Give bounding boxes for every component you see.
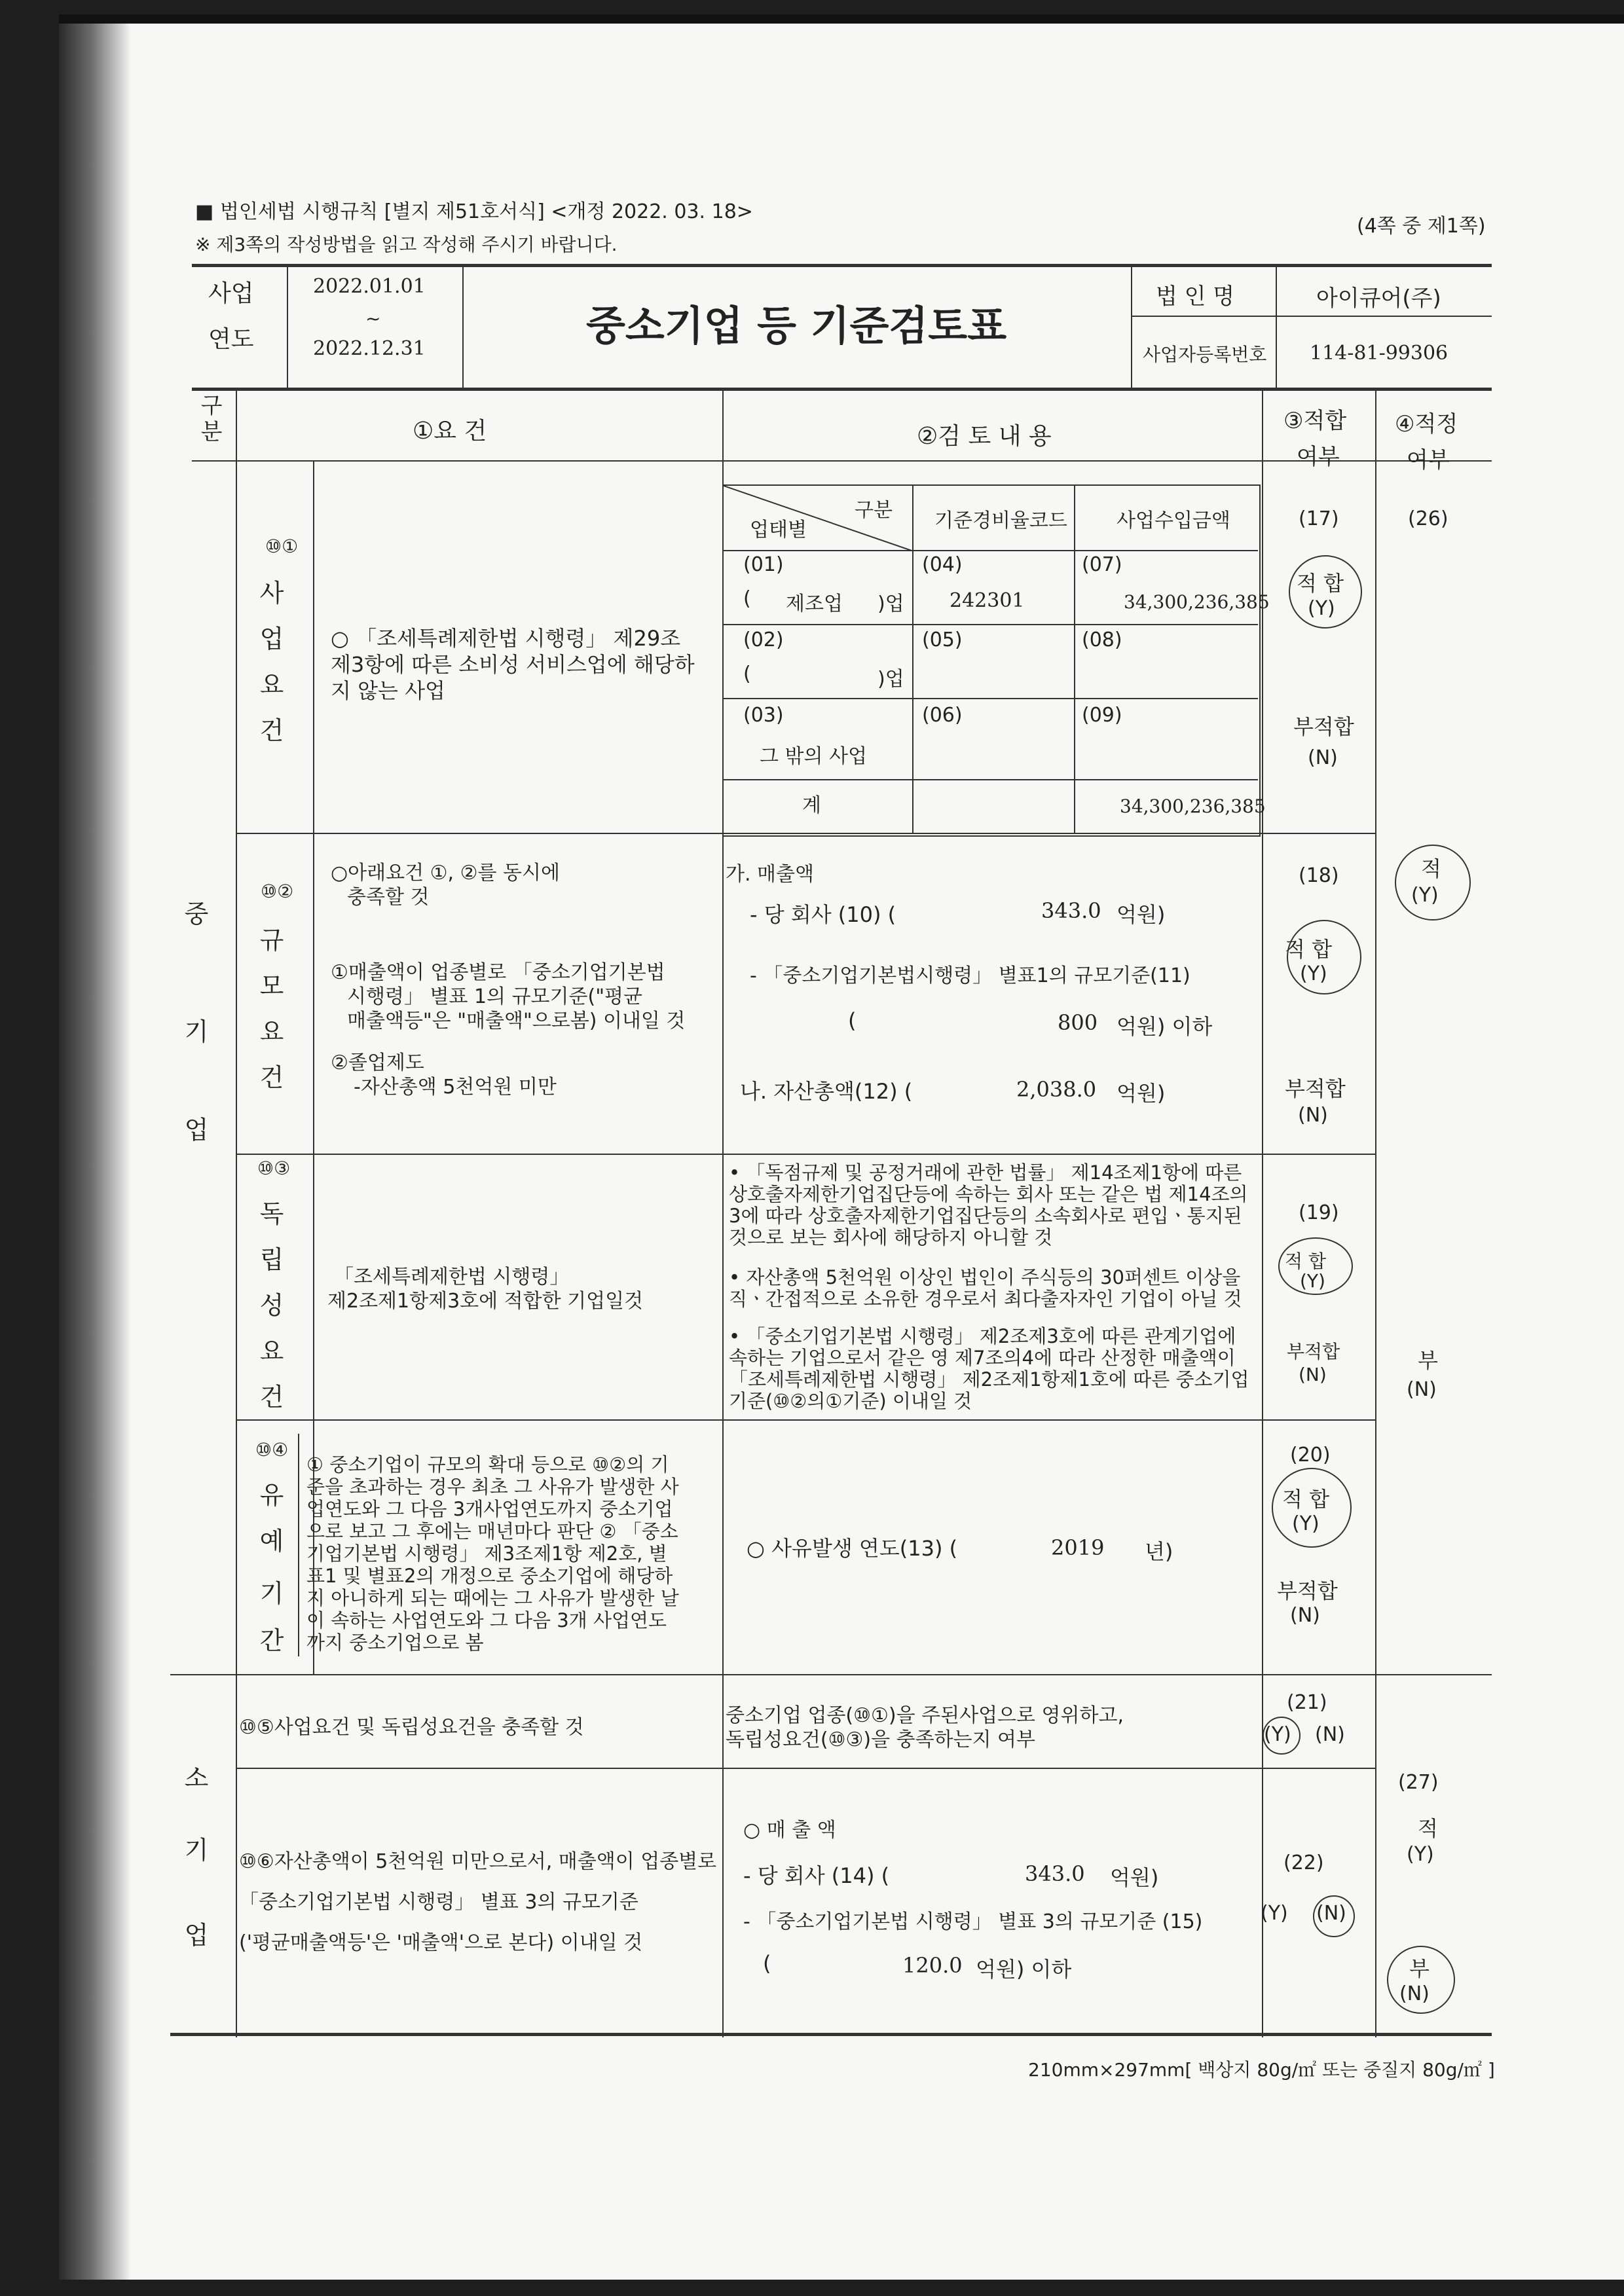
top-border	[192, 264, 1492, 267]
divider	[236, 1154, 1375, 1155]
cell-biz-type: 제조업	[786, 592, 843, 615]
year-tilde: ~	[365, 308, 381, 329]
review-value: 343.0	[1041, 898, 1101, 923]
divider	[722, 550, 1258, 551]
cell-expense-code: 242301	[950, 589, 1025, 612]
review-value: 2019	[1051, 1535, 1105, 1560]
paper-spec: 210mm×297mm[ 백상지 80g/㎡ 또는 중질지 80g/㎡ ]	[1028, 2059, 1495, 2081]
fit-yes: 적 합	[1285, 937, 1332, 962]
binding-shadow	[59, 14, 131, 2280]
section-label: 예	[259, 1527, 284, 1556]
col-fit: 여부	[1297, 444, 1340, 470]
fit-number: (17)	[1299, 507, 1339, 530]
year-label: 연도	[208, 326, 254, 353]
fit-number: (18)	[1299, 864, 1339, 887]
requirement-text: ('평균매출액등'은 '매출액'으로 본다) 이내일 것	[239, 1931, 643, 1954]
review-title: ○ 매 출 액	[743, 1819, 836, 1842]
requirement-text: -자산총액 5천억원 미만	[354, 1076, 557, 1099]
section-label: 요	[259, 670, 284, 699]
section-number: ⑩③	[257, 1157, 291, 1179]
fit-yes-code: (Y)	[1308, 597, 1335, 620]
requirement-text: ○ 「조세특례제한법 시행령」 제29조 제3항에 따른 소비성 서비스업에 해당하지 않는 사업	[331, 626, 695, 703]
section-label: 립	[259, 1245, 284, 1274]
year-from: 2022.01.01	[313, 275, 426, 298]
fit-yes: 적 합	[1282, 1487, 1329, 1512]
divider	[722, 779, 1258, 780]
divider	[287, 264, 288, 388]
cell-biz-type: 그 밖의 사업	[760, 745, 867, 768]
fit-no-code: (N)	[1299, 1364, 1327, 1385]
requirement-text: 「조세특례제한법 시행령」	[334, 1266, 570, 1288]
section-label: 유	[259, 1481, 284, 1510]
fit-no-code: (N)	[1308, 746, 1338, 769]
col-requirement: ①요 건	[413, 418, 487, 445]
review-unit: 년)	[1145, 1539, 1173, 1564]
bottom-border	[170, 2033, 1492, 2036]
col-review: ②검 토 내 용	[917, 423, 1052, 450]
fit-n: (N)	[1316, 1902, 1346, 1925]
review-unit: 억원)	[1116, 1081, 1166, 1106]
section-label: 요	[259, 1337, 284, 1366]
fit-number: (22)	[1283, 1851, 1324, 1874]
cell-code: (03)	[743, 704, 784, 727]
section-label: 규	[259, 926, 284, 955]
divider	[722, 624, 1258, 625]
divider	[236, 388, 237, 2037]
divider	[1131, 264, 1132, 388]
page-title: 중소기업 등 기준검토표	[586, 302, 1007, 350]
section-label: 건	[259, 1383, 284, 1412]
review-bullet: • 「독점규제 및 공정거래에 관한 법률」 제14조제1항에 따른 상호출자제한기업집단등에 속하는 회사 또는 같은 법 제14조의3에 따라 상호출자제한기업집단등의 소속회사로 편입ㆍ통지된 것으로 보는 회사에 해당하지 아니할 것	[729, 1161, 1248, 1248]
adequacy-number: (26)	[1408, 507, 1449, 530]
review-text: 나. 자산총액(12) (	[740, 1079, 913, 1104]
review-text: - 당 회사 (14) (	[743, 1863, 890, 1888]
cell-code: (05)	[922, 629, 963, 651]
section-label: 사	[259, 579, 284, 608]
section-number: ⑩②	[261, 881, 294, 902]
review-text: - 「중소기업기본법 시행령」 별표 3의 규모기준 (15)	[743, 1910, 1203, 1933]
instruction-note: ※ 제3쪽의 작성방법을 읽고 작성해 주시기 바랍니다.	[195, 234, 618, 255]
requirement-text: ① 중소기업이 규모의 확대 등으로 ⑩②의 기준을 초과하는 경우 최초 그 사유가 발생한 사업연도와 그 다음 3개사업연도까지 중소기업으로 보고 그 후에는 매년마다 판단 ② 「중소기업기본법 시행령」 제3조제1항 제2호, 별표1 및 별표2의 개정으로 중소기업에 해당하지 아니하게 되는 때에는 그 사유가 발생한 날이 속하는 사업연도와 그 다음 3개 사업연도까지 중소기업으로 봄	[306, 1453, 679, 1654]
review-text: (	[848, 1008, 857, 1033]
review-unit: 억원) 이하	[1116, 1014, 1213, 1039]
table-header-gubun: 구분	[855, 499, 893, 522]
review-bullet: • 자산총액 5천억원 이상인 법인이 주식등의 30퍼센트 이상을 직ㆍ간접적으로 소유한 경우로서 최다출자자인 기업이 아닐 것	[729, 1266, 1242, 1310]
adequacy-yes: 적	[1421, 856, 1441, 881]
cell-code: (04)	[922, 553, 963, 576]
section-label: 업	[259, 625, 284, 653]
fit-y: (Y)	[1261, 1902, 1288, 1925]
review-text: - 당 회사 (10) (	[750, 902, 896, 927]
total-label: 계	[802, 794, 821, 817]
requirement-text: ①매출액이 업종별로 「중소기업기본법	[331, 961, 665, 984]
section-label: 건	[259, 716, 284, 745]
fit-no-code: (N)	[1298, 1104, 1328, 1127]
review-text: 중소기업 업종(⑩①)을 주된사업으로 영위하고,	[726, 1704, 1124, 1727]
year-to: 2022.12.31	[313, 337, 426, 360]
fit-n: (N)	[1315, 1723, 1345, 1746]
fit-number: (21)	[1287, 1691, 1327, 1714]
section-number: ⑩①	[265, 536, 299, 557]
form-reference: ■ 법인세법 시행규칙 [별지 제51호서식] <개정 2022. 03. 18>	[195, 200, 753, 223]
review-text: (	[763, 1951, 771, 1976]
side-label: 소	[184, 1764, 209, 1793]
divider	[170, 1674, 1492, 1675]
requirement-text: 매출액등"은 "매출액"으로봄) 이내일 것	[347, 1010, 686, 1032]
review-text: ○ 사유발생 연도(13) (	[747, 1536, 958, 1561]
title-bottom-border	[192, 388, 1492, 391]
reg-no-label: 사업자등록번호	[1143, 344, 1267, 365]
review-text: - 「중소기업기본법시행령」 별표1의 규모기준(11)	[750, 964, 1190, 987]
section-label: 성	[259, 1291, 284, 1320]
page-number: (4쪽 중 제1쪽)	[1357, 215, 1486, 238]
reg-no: 114-81-99306	[1310, 342, 1449, 365]
divider	[462, 264, 464, 388]
fit-no-code: (N)	[1290, 1604, 1320, 1627]
side-label: 중	[184, 900, 209, 928]
total-amount: 34,300,236,385	[1120, 795, 1266, 817]
fit-no: 부적합	[1285, 1076, 1346, 1101]
col-gubun: 구분	[200, 393, 223, 445]
requirement-text: 충족할 것	[347, 886, 430, 909]
adequacy-number: (27)	[1398, 1771, 1439, 1794]
fit-yes: 적 합	[1297, 571, 1344, 596]
divider	[912, 484, 913, 834]
review-value: 343.0	[1025, 1861, 1085, 1886]
adequacy-no: 부	[1409, 1956, 1430, 1981]
divider	[1262, 388, 1263, 2037]
cell-biz-suffix: )업	[877, 668, 904, 691]
requirement-text: ②졸업제도	[331, 1051, 424, 1074]
review-title: 가. 매출액	[726, 863, 814, 886]
requirement-text: ⑩⑥자산총액이 5천억원 미만으로서, 매출액이 업종별로	[239, 1850, 717, 1873]
section-number: ⑩④	[255, 1439, 289, 1461]
side-label: 업	[184, 1116, 209, 1144]
fit-yes-code: (Y)	[1300, 1270, 1325, 1292]
corp-name: 아이큐어(주)	[1316, 285, 1441, 312]
divider	[1276, 264, 1277, 388]
year-label: 사업	[208, 280, 254, 307]
review-unit: 억원)	[1116, 902, 1166, 927]
divider	[722, 698, 1258, 699]
fit-number: (19)	[1299, 1201, 1339, 1224]
divider	[236, 1419, 1375, 1421]
divider	[1375, 388, 1376, 2037]
adequacy-yes: 적	[1418, 1816, 1438, 1841]
adequacy-no-code: (N)	[1407, 1378, 1437, 1401]
requirement-text: 제2조제1항제3호에 적합한 기업일것	[327, 1290, 644, 1313]
fit-number: (20)	[1290, 1444, 1331, 1467]
cell-paren: (	[743, 663, 751, 685]
table-header-code: 기준경비율코드	[934, 509, 1067, 532]
section-label: 독	[259, 1199, 284, 1228]
review-value: 800	[1058, 1010, 1098, 1035]
cell-biz-suffix: )업	[877, 592, 904, 615]
cell-amount: 34,300,236,385	[1124, 591, 1270, 613]
review-value: 120.0	[902, 1953, 963, 1978]
fit-yes-code: (Y)	[1300, 962, 1327, 985]
section-label: 요	[259, 1017, 284, 1046]
adequacy-yes-code: (Y)	[1407, 1843, 1434, 1866]
col-fit: ③적합	[1283, 408, 1347, 434]
cell-code: (09)	[1082, 704, 1122, 727]
section-label: 간	[259, 1626, 284, 1655]
divider	[1131, 316, 1492, 317]
cell-code: (01)	[743, 553, 784, 576]
review-unit: 억원)	[1110, 1865, 1159, 1890]
section-label: 모	[259, 972, 284, 1000]
fit-y: (Y)	[1264, 1723, 1291, 1746]
divider	[298, 1434, 299, 1656]
business-table	[722, 484, 1261, 837]
cell-code: (02)	[743, 629, 784, 651]
review-value: 2,038.0	[1016, 1077, 1097, 1102]
fit-no: 부적합	[1287, 1341, 1340, 1362]
side-label: 업	[184, 1921, 209, 1950]
requirement-text: ⑩⑤사업요건 및 독립성요건을 충족할 것	[239, 1716, 584, 1739]
divider	[236, 1768, 1375, 1769]
corp-name-label: 법 인 명	[1156, 283, 1235, 310]
col-adequacy: ④적정	[1395, 411, 1458, 437]
review-unit: 억원) 이하	[976, 1957, 1072, 1982]
side-label: 기	[184, 1836, 209, 1865]
adequacy-yes-code: (Y)	[1411, 884, 1439, 907]
fit-no: 부적합	[1277, 1578, 1338, 1603]
divider	[1074, 484, 1075, 834]
adequacy-no: 부	[1418, 1348, 1438, 1373]
section-label: 기	[259, 1579, 284, 1608]
fit-yes: 적 합	[1285, 1250, 1326, 1272]
table-header-amount: 사업수입금액	[1116, 509, 1230, 532]
scan-edge	[59, 14, 1624, 24]
cell-code: (07)	[1082, 553, 1122, 576]
review-text: 독립성요건(⑩③)을 충족하는지 여부	[726, 1728, 1036, 1751]
side-label: 기	[184, 1017, 209, 1046]
col-adequacy: 여부	[1407, 447, 1450, 473]
requirement-text: 시행령」 별표 1의 규모기준("평균	[347, 985, 642, 1008]
adequacy-no-code: (N)	[1399, 1982, 1430, 2005]
cell-code: (08)	[1082, 629, 1122, 651]
table-header-biz: 업태별	[750, 519, 807, 541]
fit-yes-code: (Y)	[1292, 1512, 1320, 1535]
cell-paren: (	[743, 587, 751, 610]
fit-no: 부적합	[1293, 714, 1354, 739]
requirement-text: ○아래요건 ①, ②를 동시에	[331, 862, 560, 884]
cell-code: (06)	[922, 704, 963, 727]
requirement-text: 「중소기업기본법 시행령」 별표 3의 규모기준	[239, 1891, 638, 1914]
section-label: 건	[259, 1063, 284, 1092]
review-bullet: • 「중소기업기본법 시행령」 제2조제3호에 따른 관계기업에 속하는 기업으로서 같은 영 제7조의4에 따라 산정한 매출액이 「조세특례제한법 시행령」 제2조제1항제1호에 따른 중소기업기준(⑩②의①기준) 이내일 것	[729, 1325, 1249, 1412]
